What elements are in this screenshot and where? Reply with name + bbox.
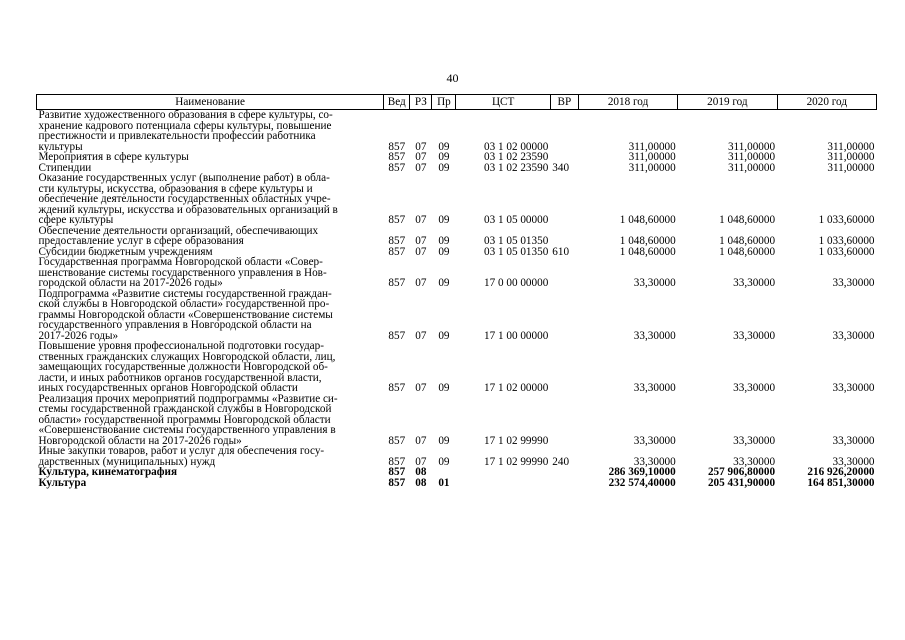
- row-name: [37, 341, 384, 394]
- row-value-2020: 33,30000: [832, 329, 875, 342]
- row-name-line: ласти, и иных работников органов государственной власти,: [38, 371, 322, 384]
- row-name-line: Новгородской области на 2017-2026 годы»: [38, 434, 242, 447]
- row-value-2020: 164 851,30000: [807, 476, 875, 489]
- row-vr: [550, 257, 578, 289]
- row-ved: 857: [388, 161, 406, 174]
- row-value-2020: 311,00000: [827, 140, 875, 153]
- row-name-line: Реализация прочих мероприятий подпрограммы «Развитие си-: [38, 392, 338, 405]
- row-name-line: обеспечение деятельности государственных областных учре-: [38, 193, 331, 205]
- row-name: [37, 289, 384, 342]
- row-name-line: Иные закупки товаров, работ и услуг для обеспечения госу-: [38, 445, 325, 457]
- row-value-2018: 286 369,10000: [608, 466, 676, 478]
- row-value-2019: 311,00000: [727, 161, 776, 174]
- table-row: [37, 289, 877, 342]
- row-name-line: Культура: [38, 476, 87, 489]
- row-name-line: сфере культуры: [38, 214, 114, 226]
- row-pr: 09: [438, 235, 450, 247]
- row-rz: 07: [415, 161, 427, 174]
- row-cst: [456, 467, 550, 478]
- row-value-2018: 311,00000: [628, 151, 676, 163]
- row-name-line: государственного управления в Новгородской области на: [38, 319, 312, 331]
- header-ved: Вед: [384, 95, 410, 110]
- row-ved: 857: [388, 466, 406, 478]
- row-rz: 07: [415, 245, 427, 258]
- row-rz: 07: [415, 277, 427, 289]
- row-name-line: замещающих государственные должности Новгородской об-: [38, 361, 328, 373]
- row-name-line: сти культуры, искусства, образования в сфере культуры и: [38, 182, 313, 195]
- row-name-line: Подпрограмма «Развитие системы государственной граждан-: [38, 287, 332, 300]
- row-name-line: стемы государственной гражданской службы в Новгородской: [38, 403, 332, 415]
- table-row: [37, 110, 877, 153]
- row-value-2019: 33,30000: [733, 329, 776, 342]
- row-name-line: Государственная программа Новгородской области «Совер-: [38, 256, 323, 268]
- row-ved: 857: [388, 434, 406, 447]
- row-name: [37, 257, 384, 289]
- header-2020: 2020 год: [777, 95, 876, 110]
- row-value-2019: 33,30000: [733, 382, 776, 394]
- row-value-2019: 33,30000: [733, 455, 776, 468]
- row-name-line: ждений культуры, искусства и образовательных организаций в: [38, 203, 338, 216]
- row-name-line: Стипендии: [38, 161, 92, 174]
- row-name-line: Мероприятия в сфере культуры: [38, 151, 189, 163]
- row-value-2018: 1 048,60000: [619, 214, 676, 226]
- header-2019: 2019 год: [678, 95, 777, 110]
- row-pr: 09: [438, 151, 450, 163]
- row-name-line: шенствование системы государственного управления в Нов-: [38, 266, 327, 279]
- table-row: [37, 341, 877, 394]
- row-vr: [550, 467, 578, 478]
- row-ved: 857: [388, 140, 406, 153]
- row-rz: 07: [415, 140, 427, 153]
- row-vr: [550, 173, 578, 226]
- row-name-line: культуры: [38, 140, 83, 153]
- row-value-2018: 1 048,60000: [619, 235, 676, 247]
- row-cst: 03 1 05 01350: [483, 235, 549, 247]
- table-header-row: [37, 95, 877, 110]
- row-ved: 857: [388, 235, 406, 247]
- row-value-2019: 205 431,90000: [707, 476, 776, 489]
- row-name: [37, 467, 384, 478]
- row-ved: 857: [388, 151, 406, 163]
- row-cst: 03 1 02 00000: [483, 140, 549, 153]
- table-row: [37, 394, 877, 447]
- row-value-2020: 33,30000: [832, 434, 875, 447]
- row-cst: [456, 478, 550, 489]
- row-name: [37, 226, 384, 247]
- page-number: 40: [446, 71, 459, 85]
- row-vr: 610: [552, 245, 570, 258]
- row-pr: 09: [438, 382, 450, 394]
- row-name-line: городской области на 2017-2026 годы»: [38, 277, 223, 289]
- row-vr: [550, 341, 578, 394]
- row-value-2019: 311,00000: [727, 140, 776, 153]
- row-name-line: 2017-2026 годы»: [38, 329, 119, 342]
- row-pr: 09: [438, 140, 450, 153]
- row-cst: 03 1 02 23590: [483, 161, 549, 174]
- budget-table: [36, 94, 877, 488]
- table-row: [37, 467, 877, 478]
- row-name-line: граммы Новгородской области «Совершенствование системы: [38, 308, 333, 321]
- table-row: [37, 446, 877, 467]
- row-pr: [432, 467, 456, 478]
- row-rz: 07: [415, 214, 427, 226]
- row-value-2020: 311,00000: [827, 161, 875, 174]
- row-value-2020: 33,30000: [832, 277, 875, 289]
- row-name-line: ской службы в Новгородской области» государственной про-: [38, 298, 330, 310]
- row-value-2020: 1 033,60000: [818, 235, 875, 247]
- header-rz: РЗ: [410, 95, 432, 110]
- row-value-2019: 33,30000: [733, 277, 776, 289]
- row-ved: 857: [388, 277, 406, 289]
- row-value-2019: 311,00000: [727, 151, 776, 163]
- row-value-2020: 311,00000: [827, 151, 875, 163]
- row-rz: 07: [415, 151, 427, 163]
- table-row: [37, 257, 877, 289]
- row-ved: 857: [388, 382, 406, 394]
- row-name-line: дарственных (муниципальных) нужд: [38, 455, 216, 468]
- header-2018: 2018 год: [578, 95, 677, 110]
- row-ved: 857: [388, 455, 406, 468]
- row-rz: 07: [415, 434, 427, 447]
- row-name-line: Обеспечение деятельности организаций, обеспечивающих: [38, 224, 319, 237]
- row-name-line: Культура, кинематография: [38, 466, 177, 478]
- row-pr: 09: [438, 161, 450, 174]
- row-vr: [550, 289, 578, 342]
- row-value-2018: 232 574,40000: [608, 476, 676, 489]
- table-row: [37, 226, 877, 247]
- row-value-2018: 311,00000: [628, 161, 676, 174]
- row-value-2018: 33,30000: [633, 329, 676, 342]
- row-value-2018: 1 048,60000: [619, 245, 676, 258]
- row-value-2018: 33,30000: [633, 434, 676, 447]
- row-name-line: хранение кадрового потенциала сферы культуры, повышение: [38, 119, 332, 132]
- row-value-2018: 33,30000: [633, 455, 676, 468]
- table-row: [37, 173, 877, 226]
- row-rz: 08: [415, 466, 427, 478]
- row-value-2018: 311,00000: [628, 140, 676, 153]
- row-pr: 09: [438, 434, 450, 447]
- header-name: Наименование: [37, 95, 384, 110]
- row-name: [37, 478, 384, 489]
- row-name-line: иных государственных органов Новгородской области: [38, 382, 298, 394]
- header-cst: ЦСТ: [456, 95, 550, 110]
- row-name-line: Повышение уровня профессиональной подготовки государ-: [38, 340, 324, 352]
- row-value-2020: 216 926,20000: [807, 466, 875, 478]
- row-value-2020: 33,30000: [832, 382, 875, 394]
- row-pr: 09: [438, 455, 450, 468]
- row-cst: 17 1 02 99990: [483, 434, 549, 447]
- row-value-2018: 33,30000: [633, 382, 676, 394]
- row-rz: 08: [415, 476, 427, 489]
- row-cst: 17 1 02 99990: [483, 455, 549, 468]
- row-value-2019: 33,30000: [733, 434, 776, 447]
- row-rz: 07: [415, 329, 427, 342]
- row-value-2020: 33,30000: [832, 455, 875, 468]
- row-pr: 09: [438, 245, 450, 258]
- row-cst: 17 1 02 00000: [483, 382, 549, 394]
- row-name-line: предоставление услуг в сфере образования: [38, 235, 244, 247]
- row-name-line: Субсидии бюджетным учреждениям: [38, 245, 213, 258]
- table-body: [37, 110, 877, 489]
- row-rz: 07: [415, 455, 427, 468]
- row-name-line: «Совершенствование системы государственного управления в: [38, 424, 336, 436]
- row-ved: 857: [388, 476, 406, 489]
- table-row: [37, 478, 877, 489]
- row-cst: 17 0 00 00000: [483, 277, 549, 289]
- row-vr: [550, 478, 578, 489]
- row-rz: 07: [415, 382, 427, 394]
- row-value-2019: 1 048,60000: [719, 245, 776, 258]
- row-pr: 01: [438, 476, 450, 489]
- row-value-2019: 1 048,60000: [719, 214, 776, 226]
- row-value-2020: 1 033,60000: [818, 214, 875, 226]
- header-vr: ВР: [550, 95, 578, 110]
- row-cst: 17 1 00 00000: [483, 329, 549, 342]
- row-pr: 09: [438, 277, 450, 289]
- row-name-line: престижности и привлекательности профессии работника: [38, 130, 316, 142]
- row-cst: 03 1 05 00000: [483, 214, 549, 226]
- row-value-2020: 1 033,60000: [818, 245, 875, 258]
- row-ved: 857: [388, 245, 406, 258]
- row-vr: [550, 394, 578, 447]
- row-value-2019: 1 048,60000: [719, 235, 776, 247]
- row-vr: [550, 110, 578, 153]
- row-name-line: ственных гражданских служащих Новгородской области, лиц,: [38, 350, 336, 363]
- row-vr: 340: [552, 161, 570, 174]
- row-name: [37, 173, 384, 226]
- row-pr: 09: [438, 329, 450, 342]
- row-value-2019: 257 906,80000: [707, 466, 776, 478]
- row-name: [37, 394, 384, 447]
- row-name-line: Развитие художественного образования в сфере культуры, со-: [38, 109, 333, 121]
- row-vr: 240: [552, 455, 570, 468]
- row-name: [37, 446, 384, 467]
- row-name: [37, 152, 384, 163]
- row-name: [37, 110, 384, 153]
- row-name-line: Оказание государственных услуг (выполнение работ) в обла-: [38, 172, 330, 184]
- row-pr: 09: [438, 214, 450, 226]
- header-pr: Пр: [432, 95, 456, 110]
- row-cst: 03 1 05 01350: [483, 245, 549, 258]
- row-name-line: области» государственной программы Новгородской области: [38, 413, 331, 426]
- row-ved: 857: [388, 329, 406, 342]
- table-row: [37, 152, 877, 163]
- row-value-2018: 33,30000: [633, 277, 676, 289]
- row-vr: [550, 226, 578, 247]
- row-rz: 07: [415, 235, 427, 247]
- row-cst: 03 1 02 23590: [483, 151, 549, 163]
- row-ved: 857: [388, 214, 406, 226]
- row-vr: [550, 152, 578, 163]
